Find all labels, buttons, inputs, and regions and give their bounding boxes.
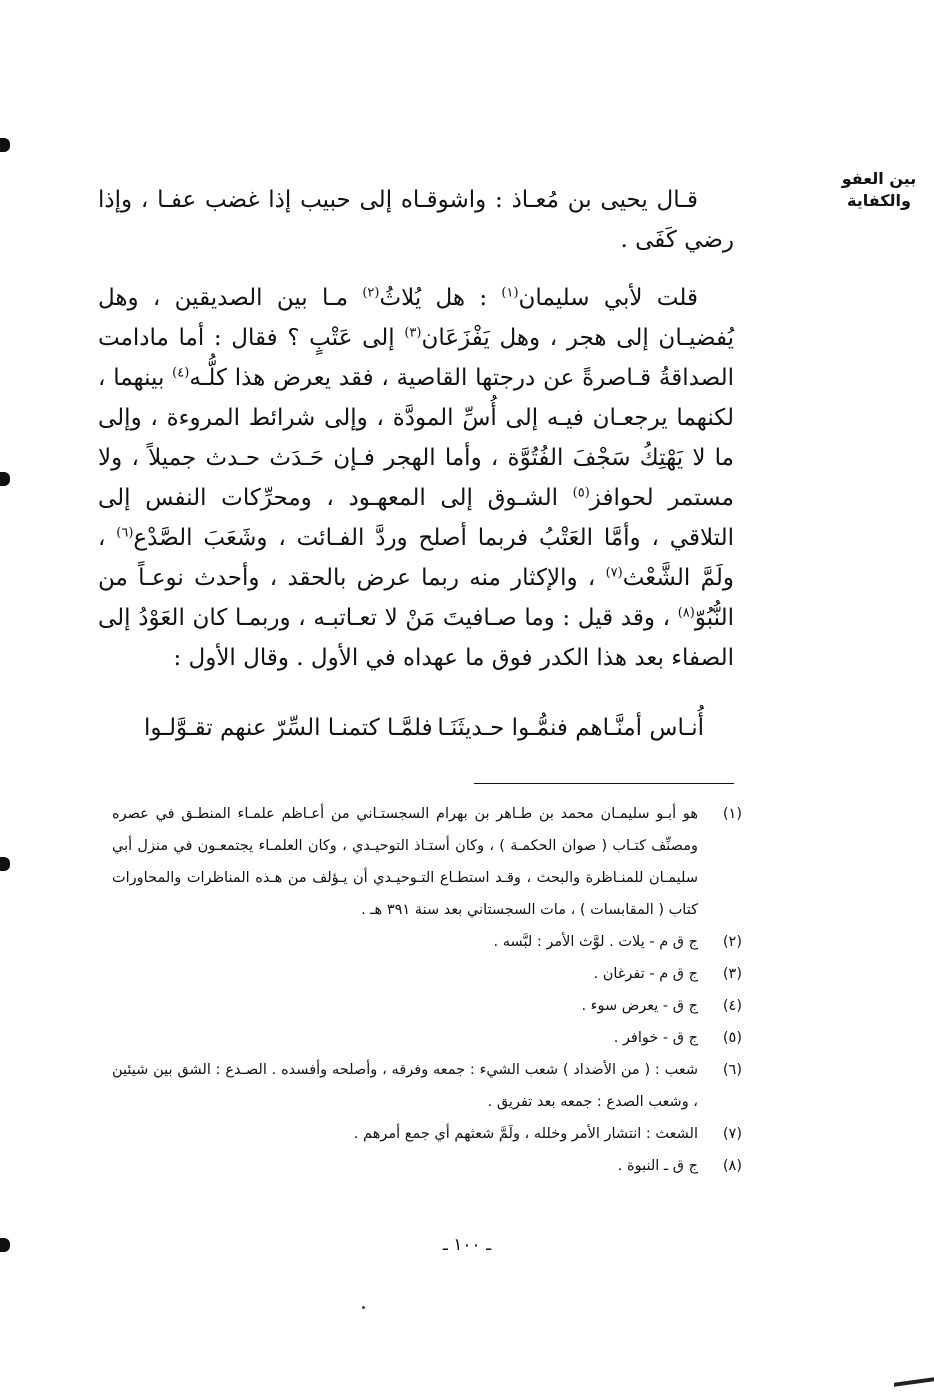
paragraph-segment: إلى عَتْبٍ ؟ فقال : أما مادامت الصداقةُ قـاصرةً عن درجتها القاصية ، فقد يعرض هذا كلُّـه — [98, 325, 734, 391]
footnote-text: هو أبـو سليمـان محمد بن طـاهر بن بهرام السجستـاني من أعـاظم علمـاء المنطـق في عصره ومصنِّف كتـاب ( صوان الحكمـة ) ، وكان أستـاذ التوحيـدي ، وكان العلمـاء يجتمعـون في منزل أبي سليمـان للمنـاظرة والبحث ، وقـد استطـاع التـوحيـدي أن يـؤلف من هـذه المناظرات والمحاورات كتاب ( المقابسات ) ، مات السجستاني بعد سنة ٣٩١ هـ . — [112, 806, 698, 918]
paragraph-segment: : هل يُلاثُ — [379, 285, 502, 311]
footnote-text: ج ق م - يلات . لوَّث الأمر : لبَّسه . — [493, 934, 698, 950]
scan-edge-line — [894, 1377, 934, 1387]
page-number: ـ ١٠٠ ـ — [442, 1235, 492, 1255]
side-heading-line-1: بين العفو — [841, 169, 917, 188]
footnote-3 — [112, 958, 742, 990]
footnote-6 — [112, 1054, 742, 1118]
side-heading-line-2: والكفاية — [847, 191, 911, 210]
paragraph-segment: ، وقد قيل : وما صـافيتَ مَنْ لا تعـاتبـه ، وربمـا كان العَوْدُ إلى الصفاء بعد هذا الكدر فوق ما عهداه في الأول . وقال الأول : — [98, 605, 734, 671]
footnote-ref-3[interactable]: (٣) — [404, 325, 422, 341]
footnote-8 — [112, 1150, 742, 1182]
paragraph-segment: ، والإكثار منه ربما عرض بالحقد ، وأحدث نوعـاً من النُّبُوّ — [98, 565, 734, 631]
footnote-2 — [112, 926, 742, 958]
footnote-text: ج ق م - تفرغان . — [593, 966, 698, 982]
paragraph-abu-sulayman — [98, 278, 734, 678]
footnote-ref-1[interactable]: (١) — [501, 285, 519, 301]
footnote-number: (٨) — [722, 1158, 742, 1174]
footnote-text: الشعث : انتشار الأمر وخلله ، ولَمَّ شعثهم أي جمع أمرهم . — [353, 1126, 698, 1142]
footnote-number: (٤) — [722, 998, 742, 1014]
scan-edge-mark — [0, 138, 10, 152]
footnote-text: ج ق - خوافر . — [613, 1030, 698, 1046]
footnote-7 — [112, 1118, 742, 1150]
footnote-ref-5[interactable]: (٥) — [572, 485, 590, 501]
scan-edge-mark — [0, 1238, 10, 1252]
footnote-5 — [112, 1022, 742, 1054]
scan-speck — [362, 1306, 365, 1309]
paragraph-segment: مـا بين الصديقين ، وهل يُفضيـان إلى هجر ، وهل يَفْزَعَان — [98, 285, 734, 351]
side-heading — [834, 168, 924, 212]
scan-edge-mark — [0, 472, 10, 486]
footnote-ref-7[interactable]: (٧) — [605, 565, 623, 581]
verse-first-hemistich: أُنـاس أمنَّـاهم فنمُّـوا حـديثَنَـا — [437, 715, 704, 741]
footnote-ref-6[interactable]: (٦) — [116, 525, 134, 541]
paragraph-yahya: قـال يحيى بن مُعـاذ : واشوقـاه إلى حبيب إذا غضب عفـا ، وإذا رضي كَفَى . — [98, 187, 734, 253]
footnote-text: شعب : ( من الأضداد ) شعب الشيء : جمعه وفرقه ، وأصلحه وأفسده . الصـدع : الشق بين شيئين ، وشعب الصدع : جمعه بعد تفريق . — [112, 1062, 698, 1110]
paragraph-segment: الشـوق إلى المعهـود ، ومحرِّكات النفس إلى التلاقي ، وأمَّا العَتْبُ فربما أصلح وردَّ الفـائت ، وشَعَبَ الصَّدْع — [98, 485, 735, 551]
footnote-text: ج ق - يعرض سوء . — [581, 998, 698, 1014]
footnote-1 — [112, 798, 742, 926]
footnotes — [112, 798, 742, 1182]
footnote-4 — [112, 990, 742, 1022]
footnote-ref-4[interactable]: (٤) — [172, 365, 190, 381]
footnote-number: (٥) — [722, 1030, 742, 1046]
footnote-number: (١) — [722, 806, 742, 822]
verse-second-hemistich: فلمَّـا كتمنـا السِّرّ عنهم تقـوَّلـوا — [144, 715, 433, 741]
paragraph-segment: ، ولَمَّ الشَّعْث — [98, 525, 734, 591]
poetry-verse — [144, 708, 704, 748]
footnote-number: (٢) — [722, 934, 742, 950]
footnote-text: ج ق ـ النبوة . — [617, 1158, 698, 1174]
footnote-number: (٣) — [722, 966, 742, 982]
scan-edge-mark — [0, 857, 10, 871]
paragraph-segment: بينهما ، لكنهما يرجعـان فيـه إلى أُسِّ المودَّة ، وإلى شرائط المروءة ، وإلى ما لا يَهْتِكُ سَجْفَ الفُتُوَّة ، وأما الهجر فـإن حَـدَث حـدث جميلاً ، ولا مستمر لحوافز — [98, 365, 734, 511]
footnote-number: (٧) — [722, 1126, 742, 1142]
footnote-ref-8[interactable]: (٨) — [677, 605, 695, 621]
paragraph-segment: قلت لأبي سليمان — [518, 285, 699, 311]
footnote-ref-2[interactable]: (٢) — [362, 285, 380, 301]
footnote-divider — [474, 783, 734, 784]
footnote-number: (٦) — [722, 1062, 742, 1078]
